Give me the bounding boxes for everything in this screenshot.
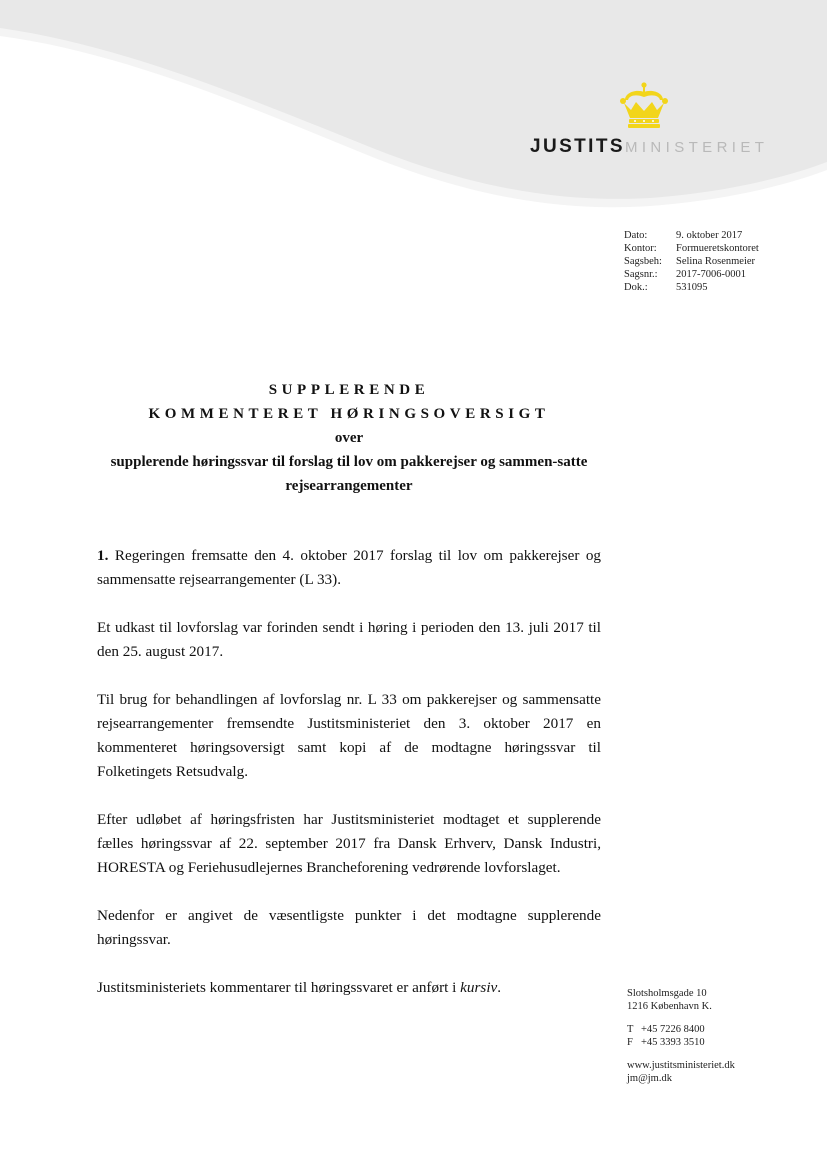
- email-link[interactable]: jm@jm.dk: [627, 1073, 672, 1084]
- meta-row-date: Dato: 9. oktober 2017: [624, 230, 743, 241]
- ministry-address: [627, 987, 735, 1085]
- meta-row-document: Dok.: 531095: [624, 282, 708, 293]
- title-line-4: supplerende høringssvar til forslag til lov om pakkerejser og sammen-satte rejsearrangementer: [110, 454, 588, 494]
- ministry-logo: [530, 137, 768, 156]
- meta-row-case-number: Sagsnr.: 2017-7006-0001: [624, 269, 746, 280]
- section-number: 1.: [97, 547, 109, 564]
- logo-light-text: MINISTERIET: [624, 139, 769, 156]
- paragraph-6: Justitsministeriets kommentarer til høringssvaret er anført i kursiv.: [97, 979, 502, 996]
- document-metadata: [624, 229, 759, 294]
- crown-icon: [619, 82, 669, 130]
- address-street: Slotsholmsgade 10: [627, 988, 707, 999]
- logo-bold-text: JUSTITS: [530, 136, 625, 157]
- document-body: [97, 544, 601, 1000]
- paragraph-5: Nedenfor er angivet de væsentligste punkter i det modtagne supplerende høringssvar.: [97, 907, 601, 948]
- meta-row-office: Kontor: Formueretskontoret: [624, 243, 759, 254]
- paragraph-1: 1. Regeringen fremsatte den 4. oktober 2017 forslag til lov om pakkerejser og sammensatte rejsearrangementer (L 33).: [97, 547, 602, 588]
- document-title: [97, 378, 601, 498]
- meta-row-case-handler: Sagsbeh: Selina Rosenmeier: [624, 256, 756, 267]
- title-line-1: SUPPLERENDE: [268, 382, 430, 398]
- header-wave-graphic: [0, 0, 827, 215]
- italic-word: kursiv: [460, 979, 498, 996]
- address-city: 1216 København K.: [627, 1001, 712, 1012]
- title-line-2: KOMMENTERET HØRINGSOVERSIGT: [148, 406, 550, 422]
- fax-line: F +45 3393 3510: [627, 1037, 705, 1048]
- phone-line: T +45 7226 8400: [627, 1024, 705, 1035]
- paragraph-2: Et udkast til lovforslag var forinden sendt i høring i perioden den 13. juli 2017 til den 25. august 2017.: [97, 619, 601, 660]
- paragraph-3: Til brug for behandlingen af lovforslag nr. L 33 om pakkerejser og sammensatte rejsearrangementer fremsendte Justitsministeriet den 3. oktober 2017 en kommenteret høringsoversigt samt kopi af de modtagne høringssvar til Folketingets Retsudvalg.: [97, 691, 601, 780]
- paragraph-4: Efter udløbet af høringsfristen har Justitsministeriet modtaget et supplerende fælles høringssvar af 22. september 2017 fra Dansk Erhverv, Dansk Industri, HORESTA og Feriehusudlejernes Brancheforening vedrørende lovforslaget.: [97, 811, 601, 876]
- website-link[interactable]: www.justitsministeriet.dk: [627, 1060, 735, 1071]
- title-line-3: over: [334, 430, 364, 446]
